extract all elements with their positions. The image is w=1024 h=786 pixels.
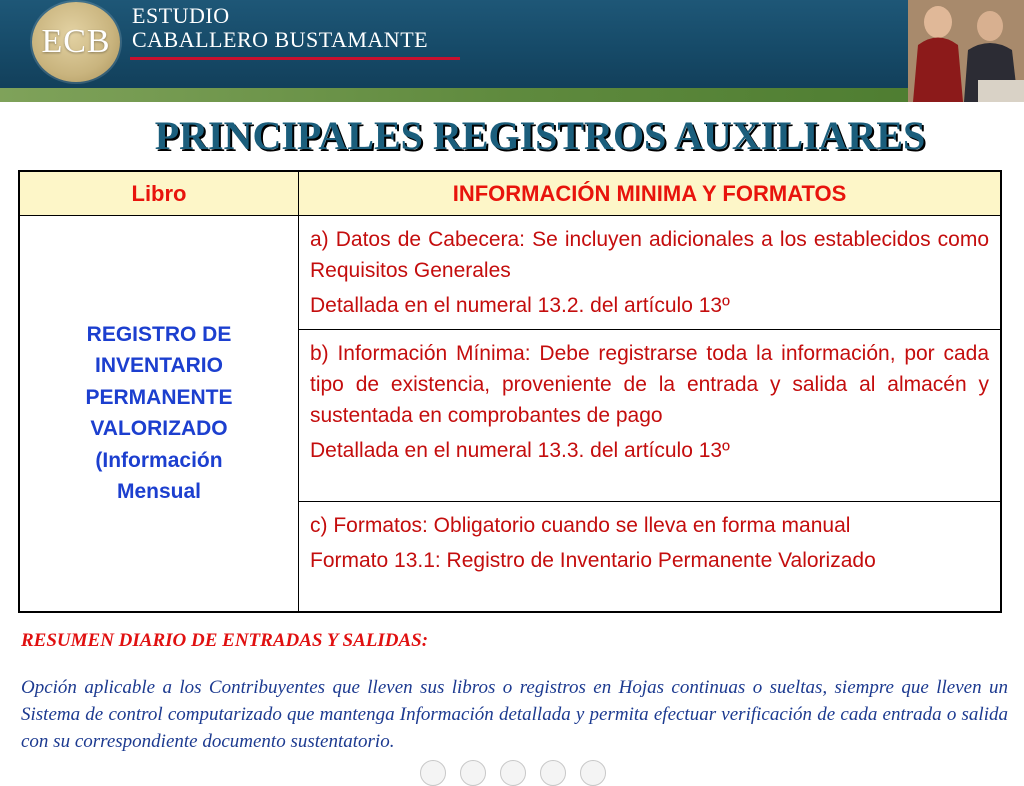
header-banner bbox=[0, 0, 1024, 90]
info-detail-text: Detallada en el numeral 13.3. del artículo 13º bbox=[310, 439, 730, 462]
resumen-paragraph: Opción aplicable a los Contribuyentes que lleven sus libros o registros en Hojas continuas o sueltas, siempre que lleven un Sistema de control computarizado que mantenga Información detallada y permita efectuar verificación de cada entrada o salida con su correspondiente documento sustentatorio. bbox=[21, 677, 1008, 752]
libro-line: INVENTARIO bbox=[95, 354, 223, 378]
brand-name-line2: CABALLERO BUSTAMANTE bbox=[132, 27, 429, 52]
column-header-informacion: INFORMACIÓN MINIMA Y FORMATOS bbox=[299, 171, 1002, 216]
info-main-text: a) Datos de Cabecera: Se incluyen adicionales a los establecidos como Requisitos Generales bbox=[310, 228, 989, 282]
nav-next-button[interactable] bbox=[540, 760, 566, 786]
logo bbox=[32, 2, 120, 82]
slide-nav bbox=[420, 760, 610, 768]
info-detail-text: Detallada en el numeral 13.2. del artículo 13º bbox=[310, 294, 730, 317]
libro-line: PERMANENTE bbox=[85, 385, 233, 409]
nav-first-button[interactable] bbox=[420, 760, 446, 786]
banner-green-stripe bbox=[0, 88, 1024, 102]
libro-line: (Información bbox=[95, 448, 223, 472]
info-main-text: b) Información Mínima: Debe registrarse toda la información, por cada tipo de existencia, proveniente de la entrada y salida al almacén y sustentada en comprobantes de pago bbox=[310, 342, 989, 427]
info-cell-formatos bbox=[299, 502, 1002, 612]
brand-underline bbox=[130, 57, 460, 60]
info-detail-text: Formato 13.1: Registro de Inventario Permanente Valorizado bbox=[310, 549, 876, 572]
libro-cell bbox=[19, 216, 299, 612]
table-row bbox=[19, 216, 1001, 330]
logo-text: ECB bbox=[41, 23, 111, 60]
table-header-row bbox=[19, 171, 1001, 216]
info-main-text: c) Formatos: Obligatorio cuando se lleva en forma manual bbox=[310, 514, 851, 537]
nav-last-button[interactable] bbox=[580, 760, 606, 786]
libro-line: VALORIZADO bbox=[90, 417, 228, 441]
header-photo bbox=[908, 0, 1024, 102]
nav-prev-button[interactable] bbox=[460, 760, 486, 786]
registros-table bbox=[18, 170, 1002, 613]
libro-line: Mensual bbox=[116, 480, 202, 504]
libro-line: REGISTRO DE bbox=[86, 322, 232, 346]
brand-name-line1: ESTUDIO bbox=[132, 3, 230, 28]
resumen-heading: RESUMEN DIARIO DE ENTRADAS Y SALIDAS: bbox=[21, 630, 429, 651]
column-header-libro: Libro bbox=[19, 171, 299, 216]
info-cell-minima bbox=[299, 330, 1002, 502]
info-cell-cabecera bbox=[299, 216, 1002, 330]
nav-menu-button[interactable] bbox=[500, 760, 526, 786]
page-title: PRINCIPALES REGISTROS AUXILIARES bbox=[154, 113, 926, 158]
